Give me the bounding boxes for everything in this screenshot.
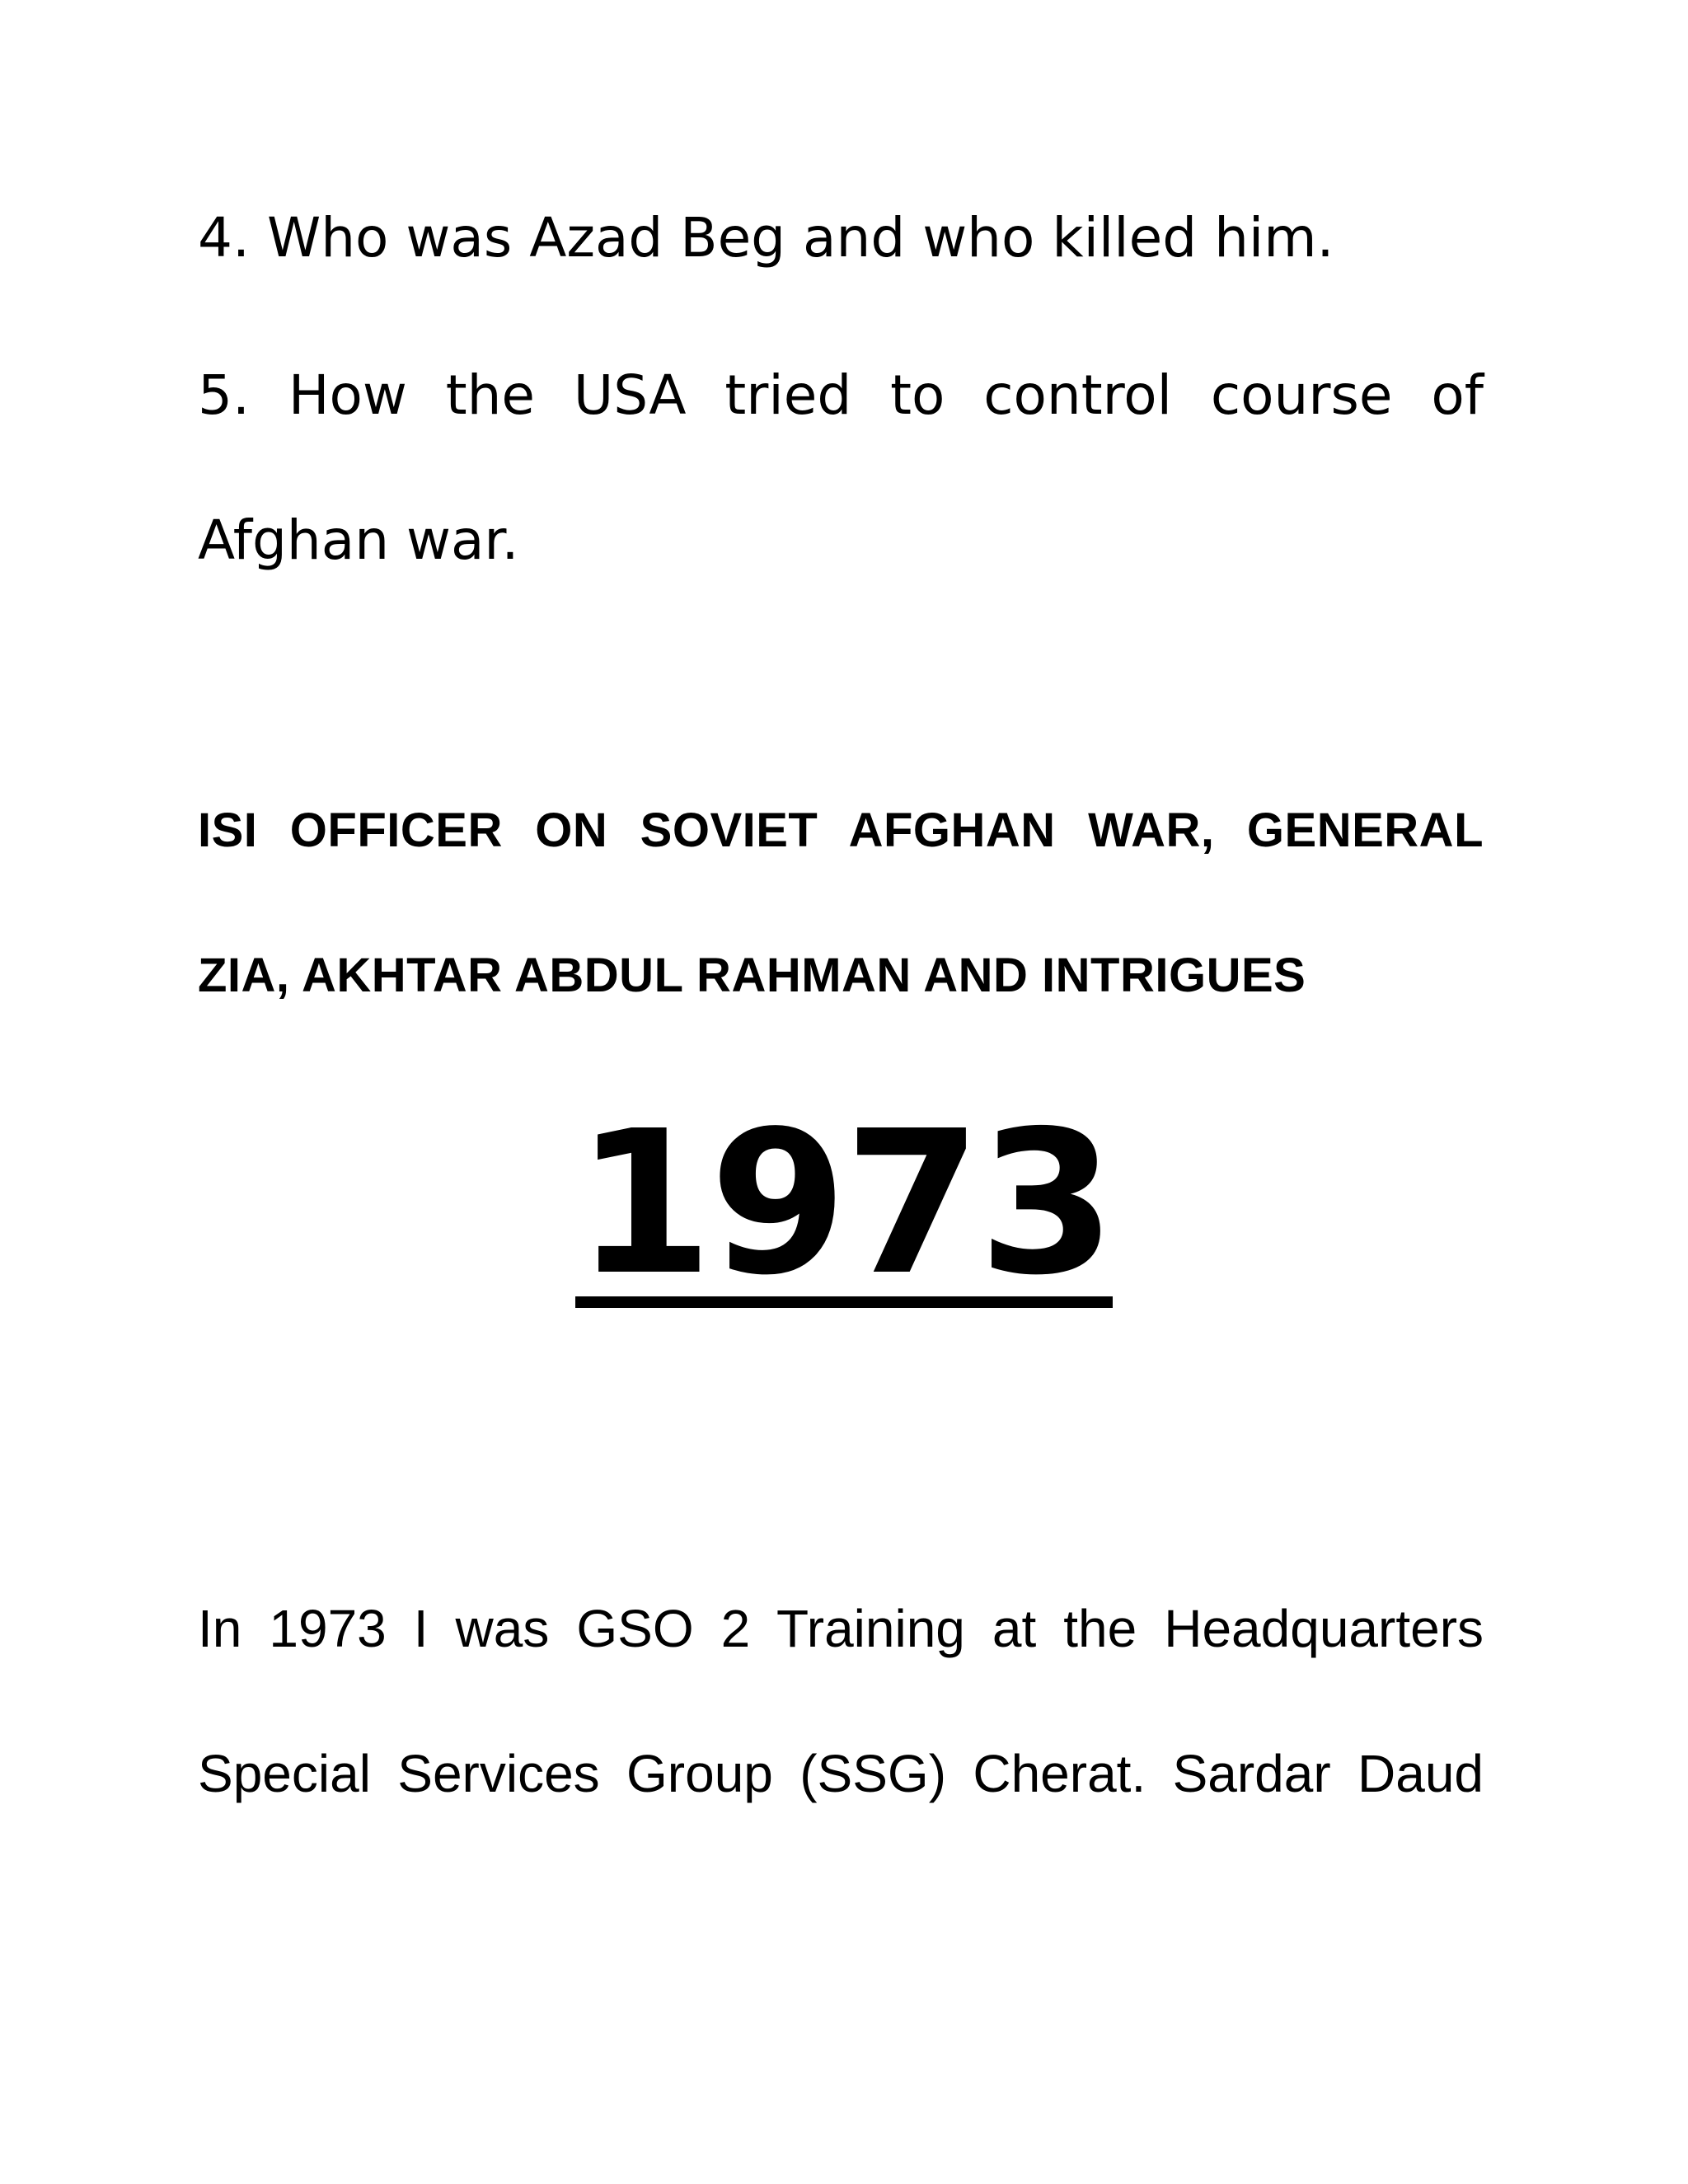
chapter-heading-line-1: ISI OFFICER ON SOVIET AFGHAN WAR, GENERAL — [198, 804, 1484, 857]
list-item-5: 5. How the USA tried to control course of Afghan war. — [198, 363, 1484, 572]
body-paragraph: In 1973 I was GSO 2 Training at the Headquarters Special Services Group (SSG) Cherat. Sardar Daud — [198, 1599, 1484, 1803]
list-item-4: 4. Who was Azad Beg and who killed him. — [198, 206, 1334, 269]
section-year-text: 1973 — [575, 1088, 1113, 1319]
chapter-heading-line-2: ZIA, AKHTAR ABDUL RAHMAN AND INTRIGUES — [198, 949, 1306, 1002]
section-year-title — [0, 1088, 1688, 1319]
chapter-heading — [198, 758, 1484, 1048]
